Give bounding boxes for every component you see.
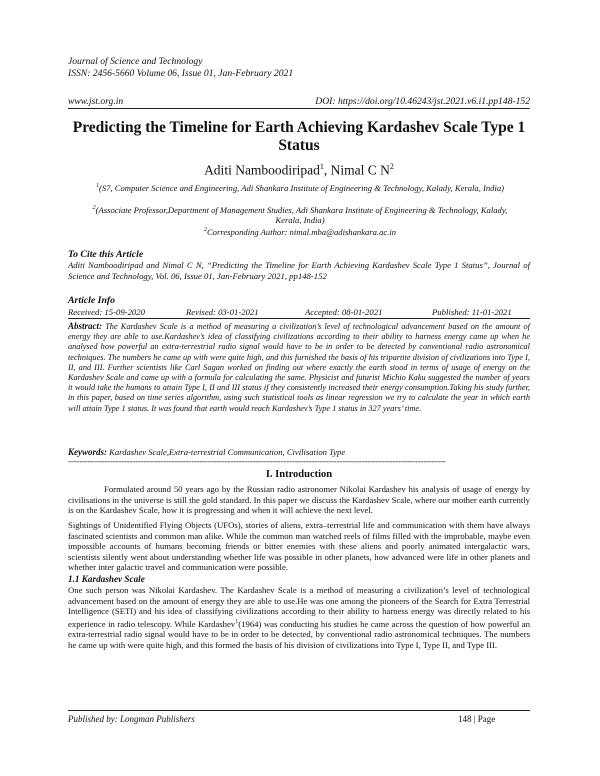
citation-sup: 1 [235, 618, 239, 625]
paragraph-3-part-b: (1964) was conducting his studies he came across the question of how powerful an extra-terrestrial radio signal would have to be in order to be detected, by conventional radio astronomical techniques. The numbers he came up with were quite high, and this formed the basis of his division of civilizations into Type I, Type II, and Type III. [68, 618, 530, 650]
intro-paragraph-2: Sightings of Unidentified Flying Objects (UFOs), stories of aliens, extra–terrestrial life and communication with them have always fascinated scientists and common man alike. While the common man watched reels of films filled with the improbable, maybe even impossible accounts of humans becoming friends or bitter enemies with these aliens and poorly animated intergalactic wars, scientists silently went about understanding whether life was possible in other planets, how advanced were life in other planets and whether inter galactic travel and communication were possible. [68, 520, 530, 573]
affiliation-1-text: (S7, Computer Science and Engineering, Adi Shankara Institute of Engineering & Technology, Kalady, Kerala, India) [98, 182, 505, 193]
journal-name: Journal of Science and Technology [68, 56, 203, 67]
footer-rule [68, 710, 530, 711]
author-1-sup: 1 [319, 162, 324, 171]
corresponding-author [80, 225, 520, 237]
author-2: , Nimal C N [323, 162, 390, 178]
header-rule [68, 108, 530, 109]
author-1: Aditi Namboodiripad [204, 162, 320, 178]
separator-line: --------------------------------------------------------------------------------------------------------------------------------------- [68, 456, 446, 466]
article-info-heading: Article Info [68, 295, 116, 306]
abstract [68, 321, 530, 414]
abstract-label: Abstract: [68, 321, 103, 331]
journal-header [68, 56, 293, 79]
issn-line: ISSN: 2456-5660 Volume 06, Issue 01, Jan-February 2021 [68, 67, 294, 79]
author-2-sup: 2 [389, 162, 394, 171]
corresponding-sup: 2 [203, 227, 207, 233]
intro-paragraph-3 [68, 585, 530, 650]
affiliation-1 [80, 181, 520, 193]
keywords-text: Kardashev Scale,Extra-terrestrial Communication, Civilisation Type [109, 447, 346, 457]
info-rule [68, 318, 530, 319]
paper-title: Predicting the Timeline for Earth Achieving Kardashev Scale Type 1 Status [72, 119, 526, 154]
affiliation-2-sup: 2 [92, 205, 96, 211]
subsection-heading: 1.1 Kardashev Scale [68, 574, 145, 584]
section-heading-introduction: I. Introduction [265, 469, 333, 480]
keywords-label: Keywords: [68, 447, 107, 457]
cite-heading: To Cite this Article [68, 249, 144, 260]
affiliation-2-text: (Associate Professor,Department of Management Studies, Adi Shankara Institute of Engineering & Technology, Kalady, Kerala, India) [95, 204, 508, 226]
footer-publisher: Published by: Longman Publishers [68, 714, 195, 724]
abstract-text: The Kardashev Scale is a method of measuring a civilization’s level of technological advancement based on the amount of energy they are able to use.Kardashev’s idea of classifying civilizations according to their ability to harness energy came up when he analysed how powerful an extra-terrestrial radio signal would have to be in order to be detected by conventional radio astronomical techniques. The numbers he came up with were quite high, and this furnished the basis of his tripartite division of civilizations into Type I, II, and III. Further scientists like Carl Sagan worked on finding out where exactly the earth stood in terms of usage of energy on the Kardashev Scale and came up with a formula for calculating the same. Physicist and futurist Michio Kaku suggested the number of years it would take the humans to attain Type I, II and III status if they consistently increased their energy consumption.Taking his study further, in this paper, based on time series algorithm, using such statistical tools as linear regression we try to calculate the year in which earth will attain Type 1 status. It was found that earth would reach Kardashev’s Type 1 status in 327 years’ time. [68, 322, 530, 413]
citation-text: Aditi Namboodiripad and Nimal C N, “Predicting the Timeline for Earth Achieving Kardashev Scale Type 1 Status”, Journal of Science and Technology, Vol. 06, Issue 01, Jan-February 2021, pp148-152 [68, 260, 530, 281]
website-link[interactable]: www.jst.org.in [68, 96, 124, 107]
published-date: Published: 11-01-2021 [432, 307, 512, 317]
url-doi-line [68, 96, 530, 107]
accepted-date: Accepted: 08-01-2021 [305, 307, 383, 317]
paragraph-3-part-a: One such person was Nikolai Kardashev. The Kardashev Scale is a method of measuring a civilization’s level of technological advancement based on the amount of energy they are able to use.He was one among the pioneers of the Search for Extra Terrestrial Intelligence (SETI) and his idea of classifying civilizations according to their ability to harness energy was directly related to his experience in radio telescopy. While Kardashev [68, 585, 530, 629]
intro-paragraph-1: Formulated around 50 years ago by the Russian radio astronomer Nikolai Kardashev his analysis of usage of energy by civilisations in the universe is still the gold standard. In this paper we discuss the Kardashev Scale, where our mother earth currently is on the Kardashev Scale, how it is progressing and when it will achieve the next level. [68, 484, 530, 516]
affiliation-2 [80, 203, 520, 226]
author-line [68, 162, 530, 179]
revised-date: Revised: 03-01-2021 [186, 307, 259, 317]
footer-page-number: 148 | Page [458, 714, 496, 724]
received-date: Received: 15-09-2020 [68, 307, 145, 317]
corresponding-text[interactable]: Corresponding Author: nimal.mba@adishankara.ac.in [206, 226, 397, 237]
doi-link[interactable]: DOI: https://doi.org/10.46243/jst.2021.v6.i1.pp148-152 [315, 96, 530, 107]
affiliation-1-sup: 1 [95, 183, 99, 189]
